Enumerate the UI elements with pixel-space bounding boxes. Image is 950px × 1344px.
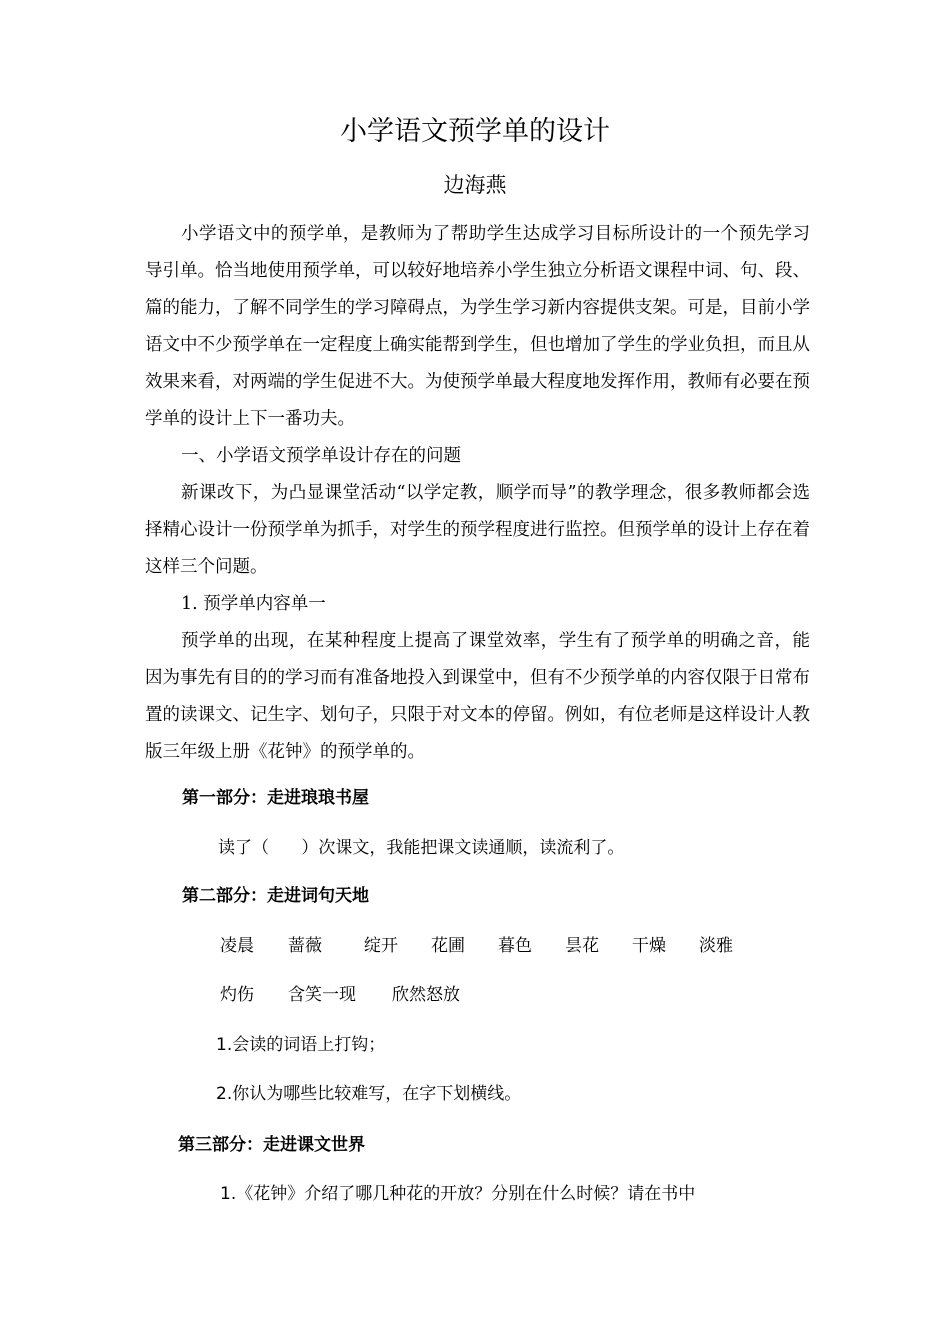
vocab-word: 花圃 (431, 936, 465, 956)
worksheet-part3-title: 第三部分：走进课文世界 (178, 1135, 365, 1155)
section-paragraph: 新课改下，为凸显课堂活动“以学定教，顺学而导”的教学理念，很多教师都会选择精心设计一份预学单为抓手，对学生的预学程度进行监控。但预学单的设计上存在着这样三个问题。 (145, 483, 810, 577)
vocab-word: 欣然怒放 (392, 985, 460, 1005)
subsection-heading: 1. 预学单内容单一 (181, 594, 326, 614)
vocab-word: 凌晨 (220, 936, 254, 956)
worksheet-part1-line: 读了（ ）次课文，我能把课文读通顺，读流利了。 (218, 838, 625, 858)
vocab-word: 含笑一现 (288, 985, 356, 1005)
vocab-word: 蔷薇 (288, 936, 322, 956)
document-body (145, 216, 810, 771)
worksheet-task: 1.《花钟》介绍了哪几种花的开放？分别在什么时候？请在书中 (220, 1184, 696, 1204)
subsection-paragraph: 预学单的出现，在某种程度上提高了课堂效率，学生有了预学单的明确之音，能因为事先有目的的学习而有准备地投入到课堂中，但有不少预学单的内容仅限于日常布置的读课文、记生字、划句子，只限于对文本的停留。例如，有位老师是这样设计人教版三年级上册《花钟》的预学单的。 (145, 631, 810, 762)
vocab-word: 干燥 (632, 936, 666, 956)
worksheet-task: 1.会读的词语上打钩； (216, 1035, 386, 1055)
vocab-word: 绽开 (364, 936, 398, 956)
worksheet-task: 2.你认为哪些比较难写，在字下划横线。 (216, 1084, 522, 1104)
worksheet-part2-title: 第二部分：走进词句天地 (182, 886, 369, 906)
vocab-word: 昙花 (565, 936, 599, 956)
document-title: 小学语文预学单的设计 (340, 116, 610, 147)
worksheet-part1-title: 第一部分：走进琅琅书屋 (182, 788, 369, 808)
vocab-word: 淡雅 (699, 936, 733, 956)
vocab-word: 灼伤 (220, 985, 254, 1005)
document-author: 边海燕 (443, 173, 507, 197)
section-heading: 一、小学语文预学单设计存在的问题 (181, 446, 461, 466)
vocab-word: 暮色 (498, 936, 532, 956)
intro-paragraph: 小学语文中的预学单，是教师为了帮助学生达成学习目标所设计的一个预先学习导引单。恰当地使用预学单，可以较好地培养小学生独立分析语文课程中词、句、段、篇的能力，了解不同学生的学习障碍点，为学生学习新内容提供支架。可是，目前小学语文中不少预学单在一定程度上确实能帮到学生，但也增加了学生的学业负担，而且从效果来看，对两端的学生促进不大。为使预学单最大程度地发挥作用，教师有必要在预学单的设计上下一番功夫。 (145, 224, 810, 429)
